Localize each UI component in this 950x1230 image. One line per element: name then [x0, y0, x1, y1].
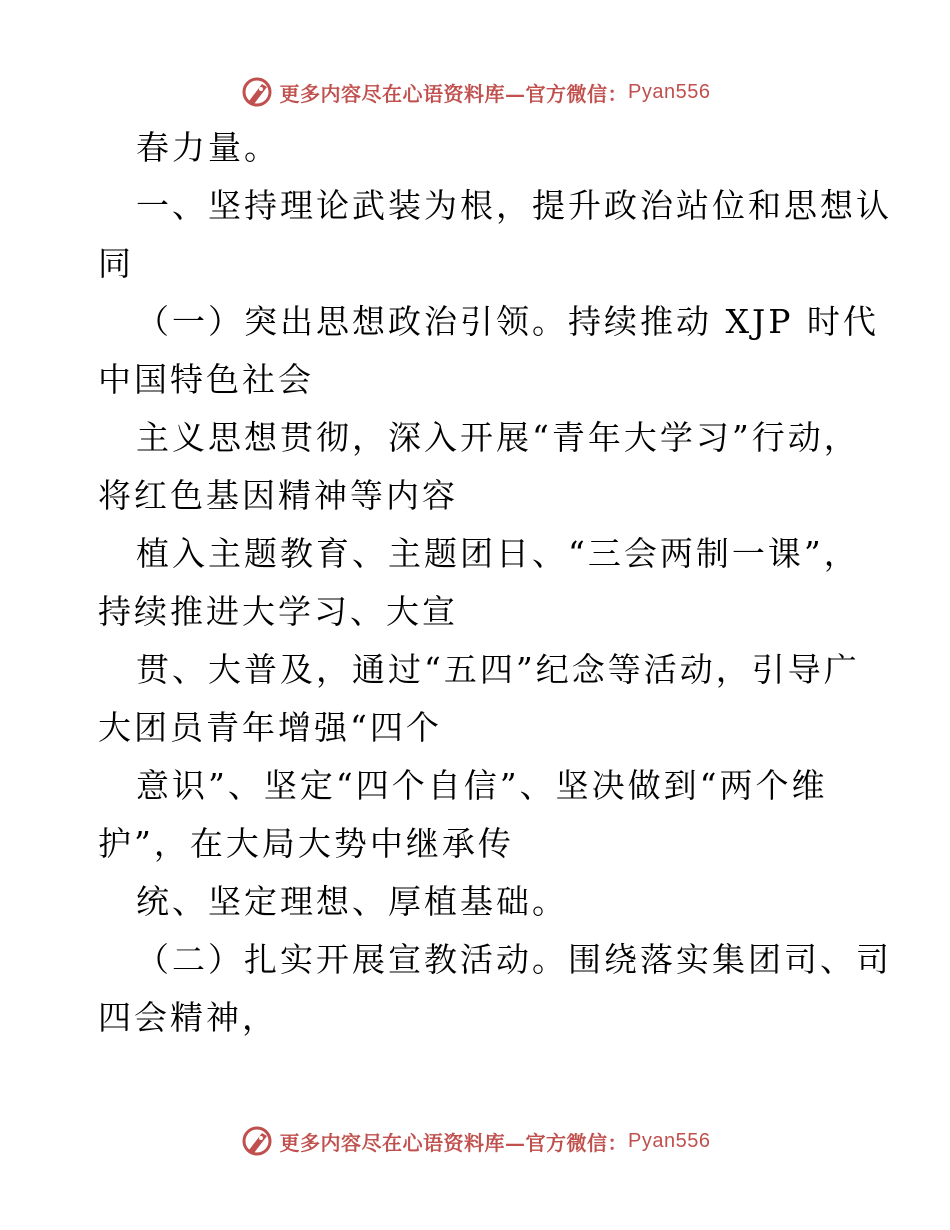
body-line: 统、坚定理想、厚植基础。 — [136, 882, 568, 921]
body-line: 将红色基因精神等内容 — [98, 476, 458, 515]
watermark-text — [280, 78, 711, 107]
pen-nib-logo-icon — [240, 1124, 274, 1158]
body-line: 持续推进大学习、大宣 — [98, 592, 458, 631]
body-line: 贯、大普及，通过“五四”纪念等活动，引导广 — [136, 650, 860, 689]
watermark-brand: 更多内容尽在心语资料库—官方微信： — [279, 1130, 629, 1155]
watermark-text — [280, 1127, 711, 1156]
watermark-wechat-id: Pyan556 — [628, 1129, 711, 1152]
pen-nib-logo-icon — [240, 75, 274, 109]
body-line: 护”，在大局大势中继承传 — [98, 824, 514, 863]
watermark-wechat-id: Pyan556 — [628, 80, 711, 103]
body-line: 主义思想贯彻，深入开展“青年大学习”行动， — [136, 418, 860, 457]
section-heading-line: 一、坚持理论武装为根，提升政治站位和思想认 — [136, 186, 892, 225]
body-line: 中国特色社会 — [98, 360, 314, 399]
body-line: 同 — [98, 244, 134, 283]
body-line: 四会精神， — [98, 998, 278, 1037]
body-line: 春力量。 — [136, 128, 280, 167]
body-line: 大团员青年增强“四个 — [98, 708, 442, 747]
watermark-brand: 更多内容尽在心语资料库—官方微信： — [279, 81, 629, 106]
footer-watermark — [0, 1121, 950, 1161]
body-line: 植入主题教育、主题团日、“三会两制一课”， — [136, 534, 860, 573]
body-line: 意识”、坚定“四个自信”、坚决做到“两个维 — [136, 766, 828, 805]
subsection-heading-line: （二）扎实开展宣教活动。围绕落实集团司、司 — [136, 940, 892, 979]
subsection-heading-line: （一）突出思想政治引领。持续推动 XJP 时代 — [136, 302, 879, 341]
header-watermark — [0, 72, 950, 112]
